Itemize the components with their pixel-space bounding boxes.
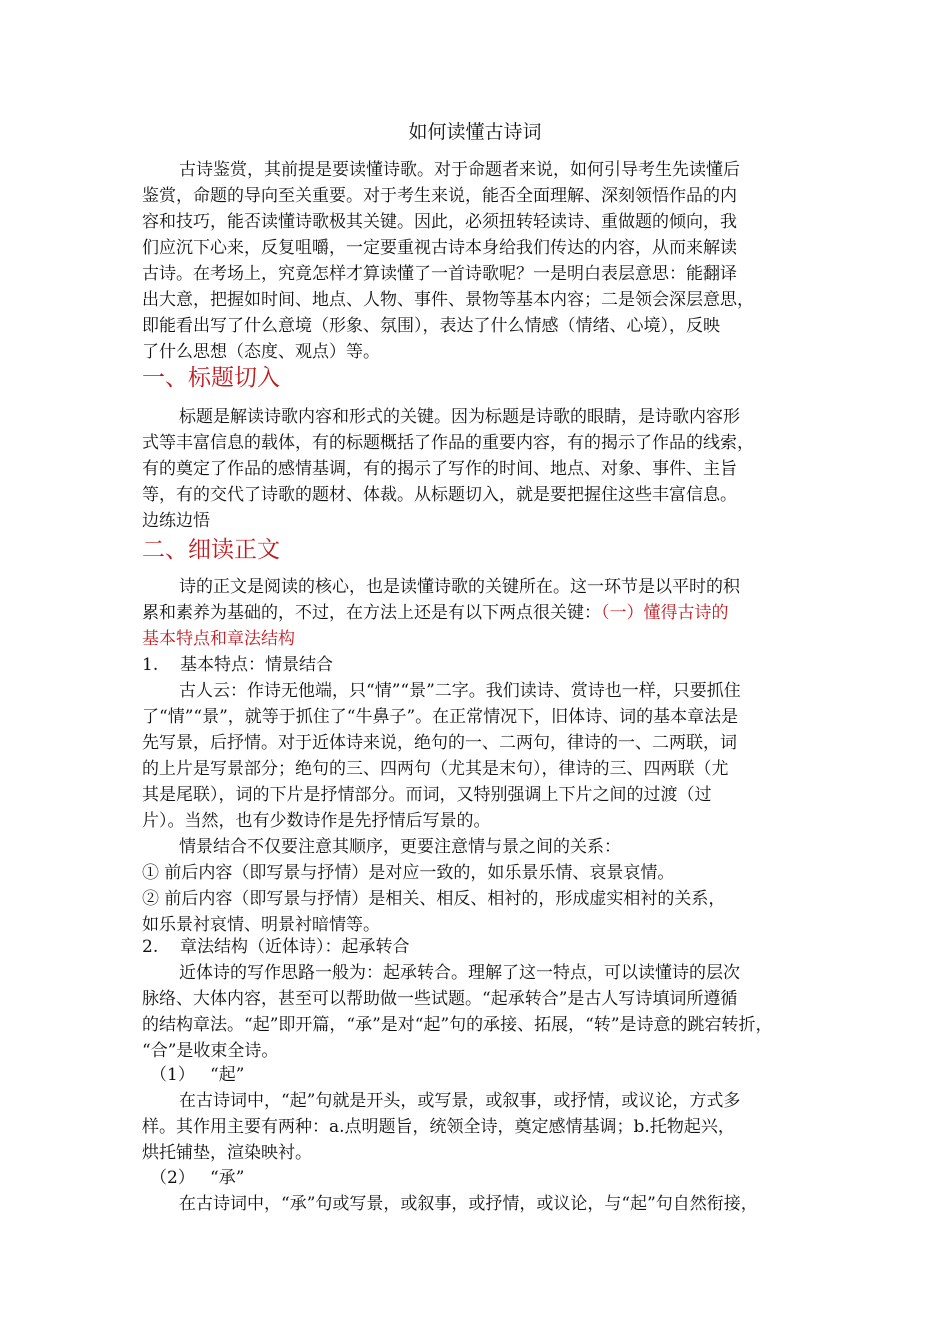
text-line: 烘托铺垫，渲染映衬。 [142, 1143, 312, 1163]
text-line: “合”是收束全诗。 [142, 1041, 279, 1061]
section2-paragraph [142, 574, 822, 652]
subitem-2 [142, 1165, 822, 1217]
text-segment: 累和素养为基础的，不过，在方法上还是有以下两点很关键： [142, 603, 601, 623]
item-1 [142, 652, 822, 938]
numbered-heading [142, 652, 822, 678]
text-line: 先写景，后抒情。对于近体诗来说，绝句的一、二两句，律诗的一、二两联，词 [142, 733, 737, 753]
text-line: 古人云：作诗无他端，只“情”“景”二字。我们读诗、赏诗也一样，只要抓住 [179, 681, 741, 701]
text-line: 了什么思想（态度、观点）等。 [142, 342, 380, 362]
section1-paragraph [142, 404, 822, 534]
text-line: 情景结合不仅要注意其顺序，更要注意情与景之间的关系： [179, 837, 621, 857]
text-line: 式等丰富信息的载体，有的标题概括了作品的重要内容，有的揭示了作品的线索， [142, 433, 754, 453]
text-line: 古诗鉴赏，其前提是要读懂诗歌。对于命题者来说，如何引导考生先读懂后 [179, 160, 740, 180]
text-line: 在古诗词中，“起”句就是开头，或写景，或叙事，或抒情，或议论，方式多 [179, 1091, 741, 1111]
text-line: 标题是解读诗歌内容和形式的关键。因为标题是诗歌的眼睛，是诗歌内容形 [179, 407, 740, 427]
text-line: 等，有的交代了诗歌的题材、体裁。从标题切入，就是要把握住这些丰富信息。 [142, 485, 737, 505]
text-line: 近体诗的写作思路一般为：起承转合。理解了这一特点，可以读懂诗的层次 [179, 963, 740, 983]
text-line: 样。其作用主要有两种：a.点明题旨，统领全诗，奠定感情基调；b.托物起兴， [142, 1117, 735, 1137]
text-line: 古诗。在考场上，究竟怎样才算读懂了一首诗歌呢？一是明白表层意思：能翻译 [142, 264, 737, 284]
circled-item-1: ① 前后内容（即写景与抒情）是对应一致的，如乐景乐情、哀景哀情。 [142, 863, 675, 883]
sub-number: （1） [150, 1065, 195, 1085]
section-heading-2: 二、细读正文 [142, 537, 280, 563]
sub-heading [142, 1165, 822, 1191]
intro-paragraph [142, 157, 822, 365]
text-line: 诗的正文是阅读的核心，也是读懂诗歌的关键所在。这一环节是以平时的积 [179, 577, 740, 597]
text-line: 边练边悟 [142, 511, 210, 531]
text-line: 脉络、大体内容，甚至可以帮助做一些试题。“起承转合”是古人写诗填词所遵循 [142, 989, 738, 1009]
text-line: 有的奠定了作品的感情基调，有的揭示了写作的时间、地点、对象、事件、主旨 [142, 459, 737, 479]
text-line: 在古诗词中，“承”句或写景，或叙事，或抒情，或议论，与“起”句自然衔接， [179, 1194, 758, 1214]
item-number: 2. [142, 937, 159, 957]
text-line: 们应沉下心来，反复咀嚼，一定要重视古诗本身给我们传达的内容，从而来解读 [142, 238, 737, 258]
text-line: 如乐景衬哀情、明景衬暗情等。 [142, 915, 380, 935]
section-heading-1: 一、标题切入 [142, 365, 280, 391]
circled-item-2: ② 前后内容（即写景与抒情）是相关、相反、相衬的，形成虚实相衬的关系， [142, 889, 726, 909]
item-title: 基本特点：情景结合 [180, 655, 333, 675]
text-line: 容和技巧，能否读懂诗歌极其关键。因此，必须扭转轻读诗、重做题的倾向，我 [142, 212, 737, 232]
subheading-inline-cont: 基本特点和章法结构 [142, 629, 295, 649]
sub-title: “承” [210, 1168, 245, 1188]
text-line: 的上片是写景部分；绝句的三、四两句（尤其是末句），律诗的三、四两联（尤 [142, 759, 729, 779]
text-line: 鉴赏，命题的导向至关重要。对于考生来说，能否全面理解、深刻领悟作品的内 [142, 186, 737, 206]
numbered-heading [142, 934, 822, 960]
sub-number: （2） [150, 1168, 195, 1188]
item-2 [142, 934, 822, 1064]
text-line: 出大意，把握如时间、地点、人物、事件、景物等基本内容；二是领会深层意思， [142, 290, 754, 310]
text-line: 的结构章法。“起”即开篇，“承”是对“起”句的承接、拓展，“转”是诗意的跳宕转折， [142, 1015, 773, 1035]
text-line: 即能看出写了什么意境（形象、氛围），表达了什么情感（情绪、心境），反映 [142, 316, 720, 336]
text-line: 了“情”“景”，就等于抓住了“牛鼻子”。在正常情况下，旧体诗、词的基本章法是 [142, 707, 739, 727]
subitem-1 [142, 1062, 822, 1166]
item-title: 章法结构（近体诗）：起承转合 [180, 937, 410, 957]
text-line: 其是尾联），词的下片是抒情部分。而词，又特别强调上下片之间的过渡（过 [142, 785, 712, 805]
text-line [142, 600, 822, 626]
page-title: 如何读懂古诗词 [408, 121, 542, 143]
subheading-inline: （一）懂得古诗的 [601, 603, 729, 623]
sub-heading [142, 1062, 822, 1088]
item-number: 1. [142, 655, 159, 675]
sub-title: “起” [210, 1065, 245, 1085]
text-line: 片）。当然，也有少数诗作是先抒情后写景的。 [142, 811, 491, 831]
